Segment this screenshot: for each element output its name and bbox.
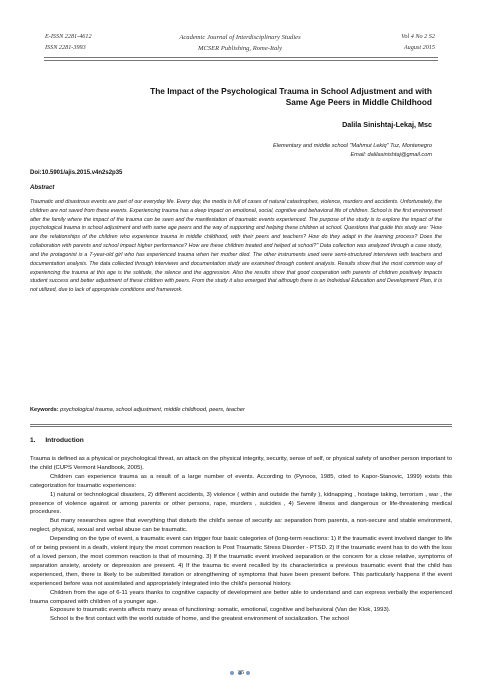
- journal-name: Academic Journal of Interdisciplinary Studies: [179, 34, 301, 41]
- title-line: The Impact of the Psychological Trauma in School Adjustment and with: [150, 86, 432, 96]
- author-name: Dalila Sinishtaj-Lekaj, Msc: [342, 120, 432, 129]
- keywords-value: psychological trauma, school adjustment, middle childhood, peers, teacher: [60, 407, 245, 413]
- header-issn: [45, 32, 92, 53]
- title-line: Same Age Peers in Middle Childhood: [285, 97, 432, 107]
- body-text: [30, 455, 452, 624]
- section-heading: [30, 437, 84, 444]
- body-paragraph: School is the first contact with the world outside of home, and the greatest environment of socialization. The school: [50, 616, 349, 623]
- page-number: 35: [237, 669, 245, 676]
- body-paragraph: Exposure to traumatic events affects many areas of functioning: somatic, emotional, cognitive and behavioral (Van der Klok, 1993).: [50, 607, 391, 614]
- section-title: Introduction: [45, 437, 84, 444]
- header-divider: [44, 57, 438, 61]
- volume-issue: Vol 4 No 2 S2: [401, 33, 435, 40]
- author-email: Email: dalilasinishtaj@gmail.com: [350, 151, 432, 158]
- abstract-text: Traumatic and disastrous events are part of our everyday life. Every day, the media is full of cases of natural catastrophes, violence, murders and accidents. Unfortunately, the children are not saved from these events. Experiencing trauma has a deep impact on emotional, social, cognitive and behavioral life of children. School is the first environment after the family where the impact of the trauma can be seen and the manifestation of traumatic events experienced. The purpose of the study is to explore the impact of the psychological trauma in school adjustment and with same age peers and the way of supporting and helping these children at school. Questions that guide this study are: "How are the relationships of the children who experience trauma in middle childhood, with their peers and teachers? How do they adapt in the learning process? Does the collaboration with parents and school impact higher performance? How are these children treated and helped at school?" Data collection was analyzed through a case study, and the protagonist is a 7-year-old girl who has experienced trauma when her mother died. The other instruments used were semi-structured interviews with teachers and documentation analysis. The data collected through interviews and documentation study are examined through content analysis. Results show that the most common way of experiencing the trauma at this age is the solitude, the silence and the aggression. Also the results show that good cooperation with parents of children positively impacts student success and better adjustment of these children with peers. From the study it also emerged that although there is an Individual Education and Development Plan, it is not utilized, due to lack of appropriate conditions and framework.: [30, 199, 442, 294]
- body-paragraph: But many researches agree that everything that disturb the child's sense of security as: separation from parents, a non-secure and stable environment, neglect, physical, sexual and verbal abuse can be traumatic.: [30, 518, 452, 534]
- body-paragraph: Children can experience trauma as a result of a large number of events. According to (Pynoos, 1985, cited to Kapor-Stanovic, 1999) exists this categorization for traumatic experiences:: [30, 473, 452, 489]
- header-journal: [140, 32, 340, 54]
- keywords: [30, 407, 442, 413]
- header-volume: [401, 32, 435, 53]
- header-issn-print: ISSN 2281-3993: [45, 43, 86, 51]
- paper-title: [80, 86, 432, 108]
- affiliation-line: Elementary and middle school "Mahmut Lekiq" Tuz, Montenegro: [272, 143, 432, 149]
- body-paragraph: Depending on the type of event, a traumatic event can trigger four basic categories of (long-term reactions: 1) If the traumatic event involved danger to life of or being present in a death, violent injury the most common reaction is Post Traumatic Stress Disorder - PTSD. 2) If the traumatic event has to do with the loss of a loved person, the most common reaction is that of mourning. 3) If the traumatic event involved separation or the concern for a close relative, symptoms of separation anxiety, anxiety or depression are present. 4) If the trauma tic event recalled by its characteristics a previous traumatic event that the child has experienced, then, there is likely to be submitted iteration or strengthening of symptoms that have been present before. This particularly happens if the event experienced before was not assimilated and appropriately integrated into the child's personal history.: [30, 536, 452, 587]
- publisher: MCSER Publishing, Rome-Italy: [197, 45, 283, 52]
- section-divider: [30, 424, 452, 427]
- body-paragraph: Children from the age of 6-11 years thanks to cognitive capacity of development are better able to understand and can express verbally the experienced trauma compared with children of a younger age.: [30, 589, 452, 605]
- body-paragraph: Trauma is defined as a physical or psychological threat, an attack on the physical integrity, security, sense of self, or physical safety of another person important to the child (CUPS Vermont Handbook, 2005).: [30, 456, 452, 471]
- section-number: 1.: [30, 437, 36, 444]
- keywords-label: Keywords:: [30, 407, 59, 413]
- issue-date: August 2015: [403, 43, 435, 51]
- author-affiliation: [273, 142, 432, 159]
- body-paragraph: 1) natural or technological disasters, 2) different accidents, 3) violence ( within and outside the family ), kidnapping , hostage taking, terrorism , war , the presence of violence against or among parents or other persons, rape, murders , suicides , 4) Severe illness and dangerous or life-threatening medical procedures.: [30, 491, 452, 516]
- doi: Doi:10.5901/ajis.2015.v4n2s2p35: [30, 170, 123, 176]
- abstract-heading: Abstract: [30, 185, 55, 191]
- header-eissn: E-ISSN 2281-4612: [45, 33, 92, 40]
